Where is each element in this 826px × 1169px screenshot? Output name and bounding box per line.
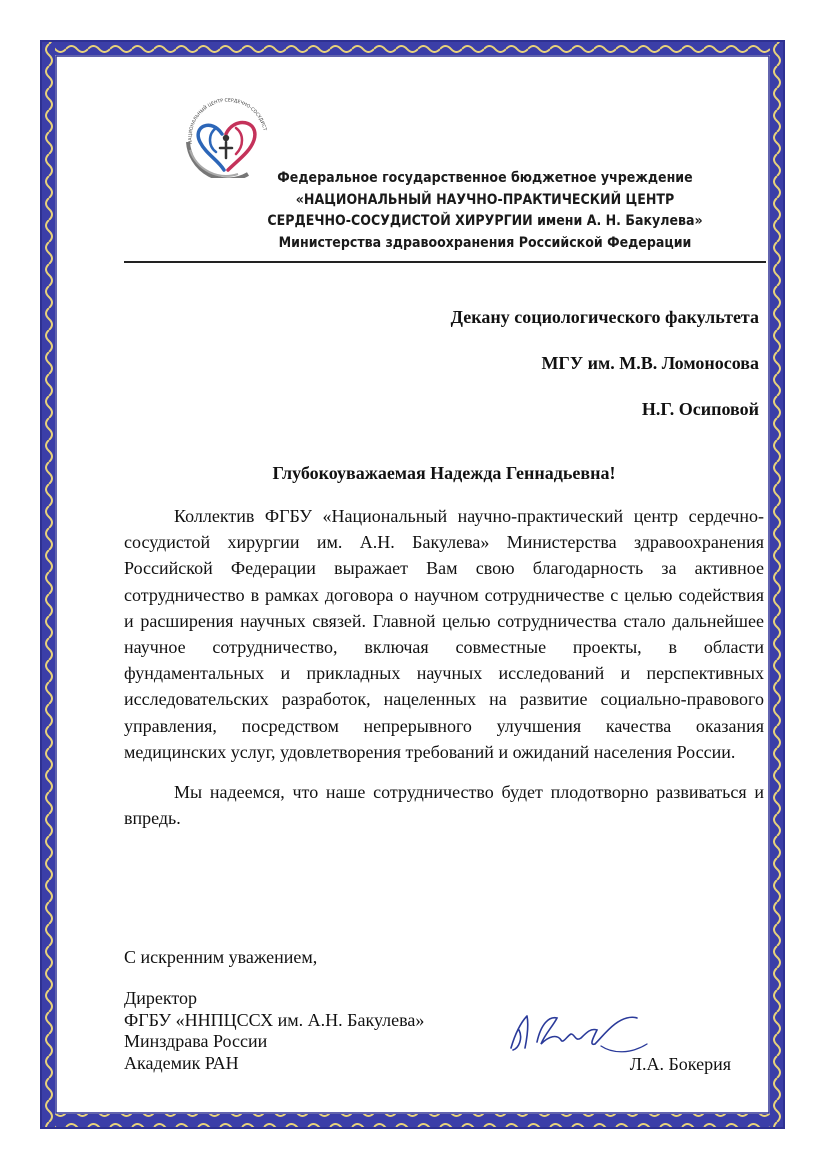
addressee-line-2: МГУ им. М.В. Ломоносова	[541, 353, 759, 373]
letterhead-line-4: Министерства здравоохранения Российской Федерации	[278, 234, 692, 251]
body-paragraph-1: Коллектив ФГБУ «Национальный научно-практический центр сердечно-сосудистой хирургии им. А.Н. Бакулева» Министерства здравоохранения Российской Федерации выражает Вам свою благодарность за активное сотрудничество в рамках договора о научном сотрудничестве с целью содействия и расширения научных связей. Главной целью сотрудничества стало дальнейшее научное сотрудничество, включая совместные проекты, в области фундаментальных и прикладных научных исследований и перспективных исследовательских разработок, нацеленных на развитие социально-правового управления, посредством непрерывного улучшения качества оказания медицинских услуг, удовлетворения требований и ожиданий населения России.	[124, 506, 764, 762]
signer-name: Л.А. Бокерия	[629, 1054, 731, 1074]
handwritten-signature	[505, 1004, 655, 1060]
signatory-line-3: Минздрава России	[124, 1031, 268, 1051]
letterhead-divider	[124, 261, 766, 263]
letterhead-line-2: «НАЦИОНАЛЬНЫЙ НАУЧНО-ПРАКТИЧЕСКИЙ ЦЕНТР	[295, 191, 675, 208]
addressee-block	[451, 306, 759, 444]
addressee-line-3: Н.Г. Осиповой	[641, 399, 759, 419]
letterhead-line-3: СЕРДЕЧНО-СОСУДИСТОЙ ХИРУРГИИ имени А. Н. Бакулева»	[267, 213, 703, 229]
signatory-line-2: ФГБУ «ННПЦССХ им. А.Н. Бакулева»	[124, 1009, 425, 1030]
letterhead-line-1: Федеральное государственное бюджетное учреждение	[277, 170, 693, 186]
institution-logo	[178, 98, 276, 178]
signatory-line-1: Директор	[124, 988, 198, 1008]
body-paragraph-2: Мы надеемся, что наше сотрудничество будет плодотворно развиваться и впредь.	[124, 782, 764, 829]
salutation: Глубокоуважаемая Надежда Геннадьевна!	[272, 463, 616, 483]
signatory-line-4: Академик РАН	[124, 1052, 239, 1073]
letterhead	[247, 168, 724, 254]
letter-body	[124, 503, 764, 845]
closing-phrase: С искренним уважением,	[124, 947, 318, 967]
signatory-title-block	[124, 988, 424, 1074]
logo-ring-text: НАЦИОНАЛЬНЫЙ ЦЕНТР СЕРДЕЧНО-СОСУДИСТ	[188, 98, 267, 145]
addressee-line-1: Декану социологического факультета	[450, 307, 759, 327]
